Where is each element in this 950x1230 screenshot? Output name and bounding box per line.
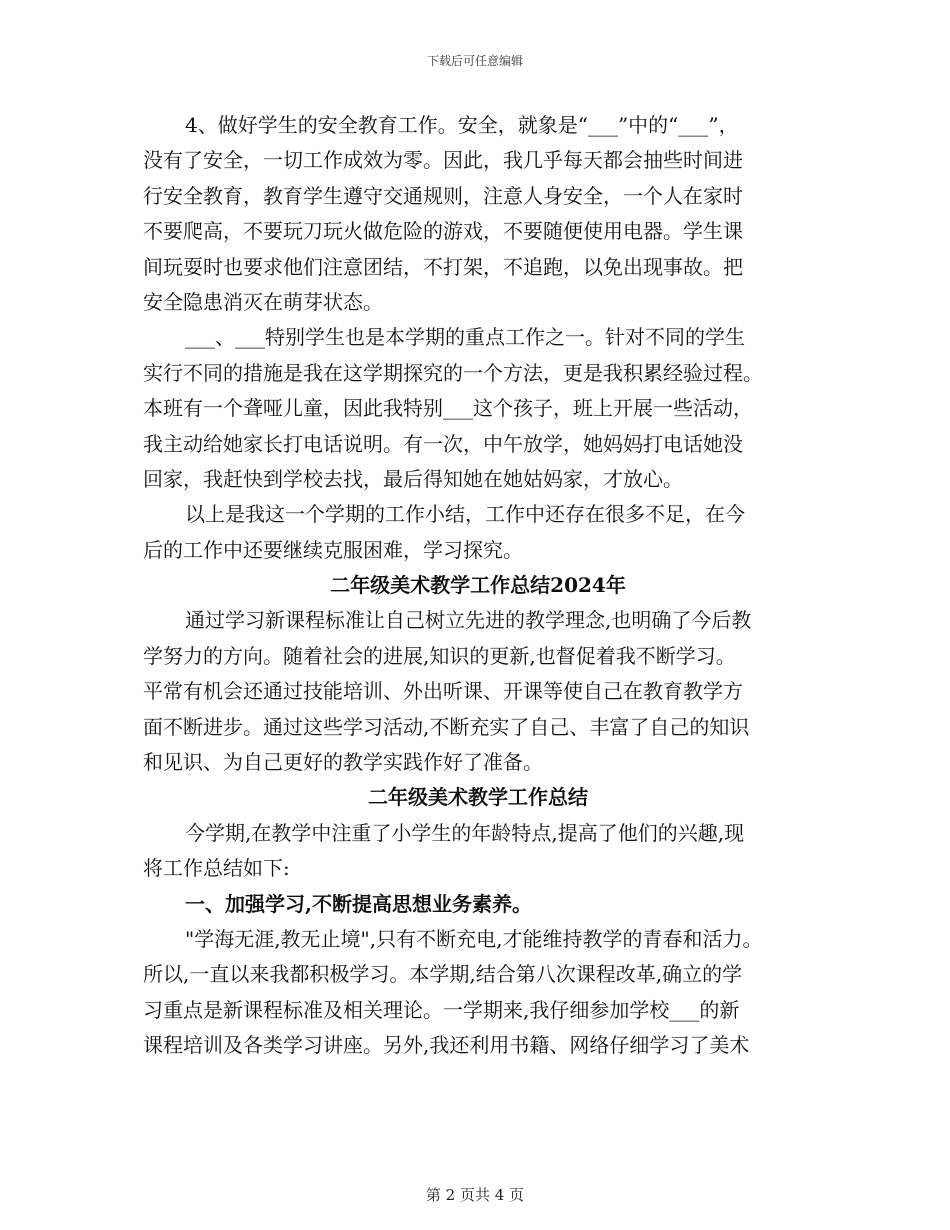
section-heading: 二年级美术教学工作总结2024年 [330,573,626,598]
text-line: 所以,一直以来我都积极学习。本学期,结合第八次课程改革,确立的学 [143,962,743,987]
text-line: 间玩耍时也要求他们注意团结，不打架，不追跑，以免出现事故。把 [143,254,743,279]
text-line: 平常有机会还通过技能培训、外出听课、开课等使自己在教育教学方 [143,679,743,704]
text-line: 不要爬高，不要玩刀玩火做危险的游戏，不要随便使用电器。学生课 [143,219,743,244]
text-line: 学努力的方向。随着社会的进展,知识的更新,也督促着我不断学习。 [143,643,736,668]
text-line: 一、加强学习,不断提高思想业务素养。 [185,891,532,916]
text-line: ___、___特别学生也是本学期的重点工作之一。针对不同的学生 [185,325,745,350]
text-line: 和见识、为自己更好的教学实践作好了准备。 [143,750,543,775]
text-line: 通过学习新课程标准让自己树立先进的教学理念,也明确了今后教 [185,608,752,633]
page-footer: 第 2 页共 4 页 [425,1186,525,1204]
text-line: 本班有一个聋哑儿童，因此我特别___这个孩子，班上开展一些活动， [143,396,753,421]
document-body [143,108,813,1064]
text-line: 后的工作中还要继续克服困难，学习探究。 [143,537,523,562]
text-line: 回家，我赶快到学校去找，最后得知她在她姑妈家，才放心。 [143,466,683,491]
text-line: 习重点是新课程标准及相关理论。一学期来,我仔细参加学校___的新 [143,997,740,1022]
text-line: 行安全教育，教育学生遵守交通规则，注意人身安全，一个人在家时 [143,183,743,208]
text-line: 面不断进步。通过这些学习活动,不断充实了自己、丰富了自己的知识 [143,714,750,739]
text-line: 今学期,在教学中注重了小学生的年龄特点,提高了他们的兴趣,现 [185,820,745,845]
section-heading: 二年级美术教学工作总结 [368,785,588,810]
page-header: 下载后可任意编辑 [426,54,523,68]
text-line: 实行不同的措施是我在这学期探究的一个方法，更是我积累经验过程。 [143,360,763,385]
text-line: 没有了安全，一切工作成效为零。因此，我几乎每天都会抽些时间进 [143,148,743,173]
text-line: 安全隐患消灭在萌芽状态。 [143,289,383,314]
text-line: 4、做好学生的安全教育工作。安全，就象是“___”中的“___”， [185,113,739,137]
text-line: 我主动给她家长打电话说明。有一次，中午放学，她妈妈打电话她没 [143,431,743,456]
text-line: 以上是我这一个学期的工作小结，工作中还存在很多不足，在今 [185,502,745,527]
text-line: "学海无涯,教无止境",只有不断充电,才能维持教学的青春和活力。 [185,926,763,951]
text-line: 将工作总结如下: [143,856,290,881]
text-line: 课程培训及各类学习讲座。另外,我还利用书籍、网络仔细学习了美术 [143,1033,750,1058]
